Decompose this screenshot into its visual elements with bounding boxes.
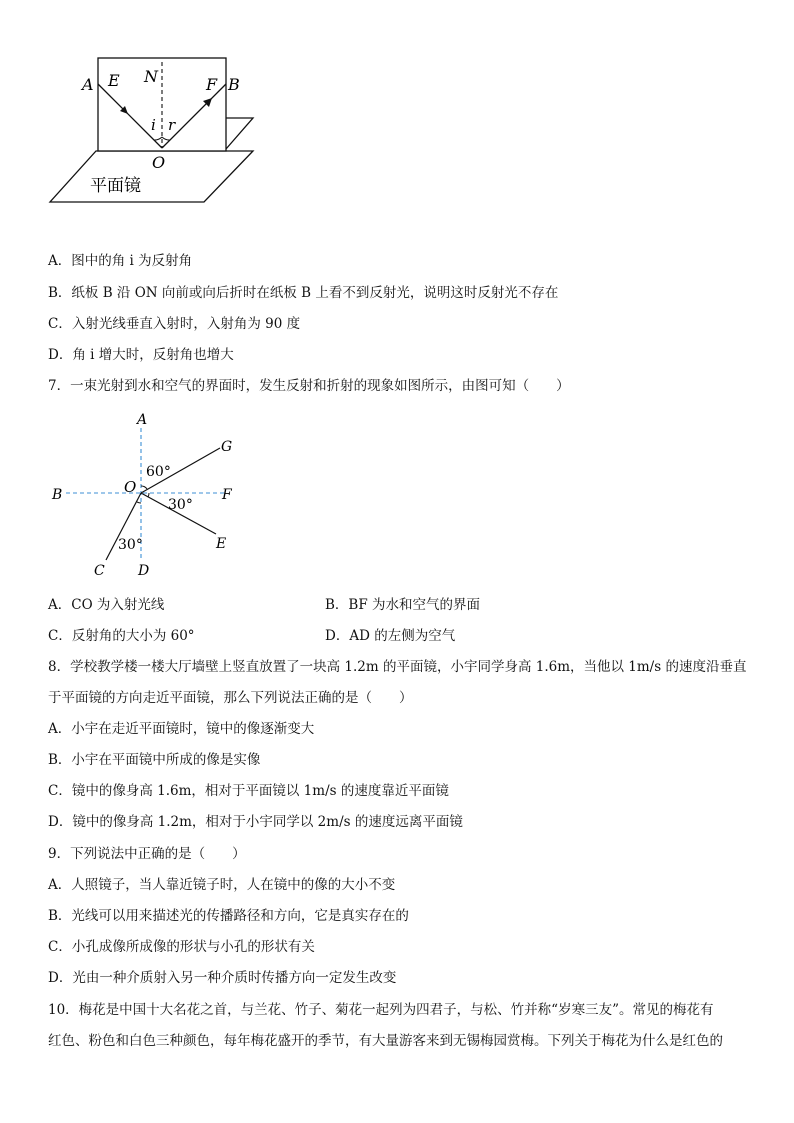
arc-30-right <box>148 493 149 497</box>
refraction-figure <box>48 410 258 582</box>
label-e: E <box>108 71 120 90</box>
reflection-experiment-figure <box>48 56 268 208</box>
q8-option-c: C．镜中的像身高 1.6m，相对于平面镜以 1m/s 的速度靠近平面镜 <box>48 783 449 799</box>
label-e2: E <box>216 536 227 552</box>
label-o: O <box>152 153 166 172</box>
label-o2: O <box>124 478 137 496</box>
q6-option-a: A．图中的角 i 为反射角 <box>48 253 193 269</box>
q7-option-d: D．AD 的左侧为空气 <box>325 628 456 644</box>
mirror-label: 平面镜 <box>90 176 141 196</box>
q7-option-b: B．BF 为水和空气的界面 <box>325 597 480 613</box>
q7-option-a: A．CO 为入射光线 <box>48 597 165 613</box>
arc-60 <box>141 486 147 489</box>
label-f: F <box>206 75 218 94</box>
label-a2: A <box>137 412 148 428</box>
q10-stem-line2: 红色、粉色和白色三种颜色，每年梅花盛开的季节，有大量游客来到无锡梅园赏梅。下列关于梅花为什么是红色的 <box>48 1033 723 1049</box>
label-d2: D <box>138 563 150 579</box>
q6-option-d: D．角 i 增大时，反射角也增大 <box>48 347 234 363</box>
angle-60: 60° <box>146 464 171 480</box>
q8-stem-line2: 于平面镜的方向走近平面镜，那么下列说法正确的是（ ） <box>48 690 413 706</box>
q9-stem: 9．下列说法中正确的是（ ） <box>48 846 246 862</box>
q7-stem: 7．一束光射到水和空气的界面时，发生反射和折射的现象如图所示，由图可知（ ） <box>48 378 570 394</box>
label-n: N <box>144 67 158 86</box>
label-f2: F <box>222 487 232 503</box>
q8-stem-line1: 8．学校教学楼一楼大厅墙壁上竖直放置了一块高 1.2m 的平面镜，小宇同学身高 1.6m，当他以 1m/s 的速度沿垂直 <box>48 659 747 675</box>
label-g: G <box>221 439 233 455</box>
label-c2: C <box>94 563 105 579</box>
label-r: r <box>168 116 176 134</box>
q9-option-d: D．光由一种介质射入另一种介质时传播方向一定发生改变 <box>48 970 397 986</box>
q10-stem-line1: 10．梅花是中国十大名花之首，与兰花、竹子、菊花一起列为四君子，与松、竹并称“岁寒三友”。常见的梅花有 <box>48 1002 714 1018</box>
board-b-back <box>226 118 253 149</box>
q6-option-c: C．入射光线垂直入射时，入射角为 90 度 <box>48 316 301 332</box>
angle-30-bottom: 30° <box>118 537 143 553</box>
q8-option-a: A．小宇在走近平面镜时，镜中的像逐渐变大 <box>48 721 315 737</box>
q9-option-b: B．光线可以用来描述光的传播路径和方向，它是真实存在的 <box>48 908 409 924</box>
q7-option-c: C．反射角的大小为 60° <box>48 628 195 644</box>
q6-option-b: B．纸板 B 沿 ON 向前或向后折时在纸板 B 上看不到反射光，说明这时反射光不存在 <box>48 285 559 301</box>
label-b2: B <box>52 487 63 503</box>
label-a: A <box>82 75 94 94</box>
angle-30-right: 30° <box>168 497 193 513</box>
label-b: B <box>228 75 240 94</box>
q9-option-a: A．人照镜子，当人靠近镜子时，人在镜中的像的大小不变 <box>48 877 396 893</box>
q9-option-c: C．小孔成像所成像的形状与小孔的形状有关 <box>48 939 315 955</box>
q8-option-b: B．小宇在平面镜中所成的像是实像 <box>48 752 261 768</box>
q8-option-d: D．镜中的像身高 1.2m，相对于小宇同学以 2m/s 的速度远离平面镜 <box>48 814 463 830</box>
label-i: i <box>151 116 156 134</box>
arc-30-bottom <box>137 502 141 503</box>
